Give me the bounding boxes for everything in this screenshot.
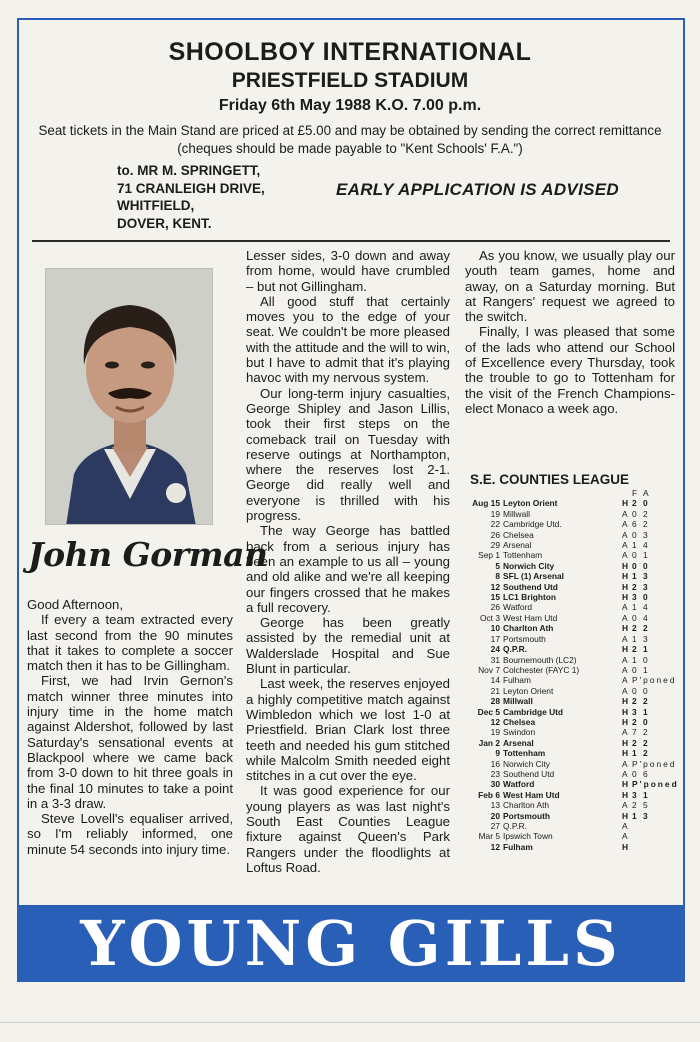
fixture-team: Arsenal (503, 540, 532, 551)
fixture-team: Ipswich Town (503, 831, 553, 842)
fixture-row (462, 769, 679, 779)
fixture-venue: A (622, 529, 628, 540)
fixture-date: 12 (490, 581, 500, 592)
fixture-score: P'poned (632, 758, 677, 769)
fixture-row (462, 571, 679, 581)
fixture-venue: H (622, 696, 629, 707)
fixture-score (632, 821, 679, 831)
fixture-team: Chelsea (503, 529, 534, 540)
fixture-date: 15 (490, 592, 500, 603)
fixture-row (462, 655, 679, 665)
fixture-date: Dec 5 (477, 706, 500, 717)
fixture-row (462, 602, 679, 612)
fixture-date: 26 (490, 529, 500, 540)
fixture-venue: A (622, 800, 628, 811)
article-paragraph: It was good experience for our young players as was last night's South East Counties League fixture against Queen's Park Rangers under the floodlights at Loftus Road. (246, 783, 450, 875)
fixture-date: 24 (490, 644, 500, 655)
fixture-score: 1 2 (632, 748, 650, 759)
fixture-date: 26 (490, 602, 500, 613)
article-paragraph: First, we had Irvin Gernon's match winner three minutes into injury time in the home match against Aldershot, followed by last Saturday's sensational events at Blackpool where we came back from 3-0 down to hit three goals in the final 10 minutes to take a point in a 3-3 draw. (27, 673, 233, 811)
fixture-venue: A (622, 654, 628, 665)
fixture-row (462, 613, 679, 623)
fixture-date: Feb 6 (478, 789, 500, 800)
fixture-score: 3 1 (632, 706, 650, 717)
fixture-score: 6 2 (632, 519, 650, 530)
fixture-venue: H (622, 779, 629, 790)
fixture-team: Fulham (503, 841, 533, 852)
fixture-date: 14 (490, 675, 500, 686)
fixture-row (462, 727, 679, 737)
address-line: to. MR M. SPRINGETT, (117, 163, 261, 178)
fixture-venue: H (622, 716, 629, 727)
fixture-venue: A (622, 633, 628, 644)
fixture-score: 0 0 (632, 685, 650, 696)
fixture-row (462, 623, 679, 633)
fixture-venue: A (622, 727, 628, 738)
fixture-team: Leyton Orient (503, 498, 558, 509)
article-paragraph: Steve Lovell's equaliser arrived, so I'm reliably informed, one minute 54 seconds into injury time. (27, 811, 233, 857)
fixture-venue: H (622, 789, 629, 800)
fixture-score: 7 2 (632, 727, 650, 738)
fixture-row (462, 748, 679, 758)
fixture-date: 13 (490, 800, 500, 811)
fixture-score: 0 1 (632, 550, 650, 561)
fixture-venue: H (622, 592, 629, 603)
fixture-row (462, 842, 679, 852)
fixture-date: 23 (490, 768, 500, 779)
fixture-venue: A (622, 664, 628, 675)
fixture-date: 12 (490, 841, 500, 852)
league-title: S.E. COUNTIES LEAGUE (470, 472, 630, 487)
fixture-date: 16 (490, 758, 500, 769)
fixture-venue: A (622, 508, 628, 519)
fixture-date: Jan 2 (478, 737, 500, 748)
portrait-illustration (46, 269, 213, 525)
fixture-team: Watford (503, 602, 533, 613)
fixture-score: 1 3 (632, 633, 650, 644)
fixture-row (462, 790, 679, 800)
fixture-score: 1 3 (632, 810, 650, 821)
fixture-row (462, 779, 679, 789)
fixture-row (462, 550, 679, 560)
league-results (462, 472, 682, 852)
fixture-row (462, 582, 679, 592)
header-date: Friday 6th May 1988 K.O. 7.00 p.m. (218, 97, 482, 114)
fixture-team: Bournemouth (LC2) (503, 654, 577, 665)
fixture-date: 30 (490, 779, 500, 790)
fixture-team: Q.P.R. (503, 644, 528, 655)
fixtures-header-row (462, 488, 679, 498)
fixture-team: Charlton Ath (503, 623, 554, 634)
fixture-score: 0 6 (632, 768, 650, 779)
fixture-date: Nov 7 (478, 664, 500, 675)
fixture-team: Charlton Ath (503, 800, 550, 811)
fixture-date: 21 (490, 685, 500, 696)
fixture-venue: A (622, 519, 628, 530)
fixture-venue: H (622, 748, 629, 759)
fixture-date: Sep 1 (478, 550, 500, 561)
fixture-score: 2 5 (632, 800, 650, 811)
fixture-date: Oct 3 (479, 612, 500, 623)
address-line: 71 CRANLEIGH DRIVE, (117, 180, 265, 196)
fixture-venue: H (622, 737, 629, 748)
early-application-notice: EARLY APPLICATION IS ADVISED (336, 180, 619, 199)
fixture-row (462, 561, 679, 571)
fixture-venue: A (622, 675, 628, 686)
fixture-venue: H (622, 581, 629, 592)
fixture-date: 20 (490, 810, 500, 821)
fixture-team: SFL (1) Arsenal (503, 571, 564, 582)
fixture-score: 2 0 (632, 716, 650, 727)
fixture-team: Watford (503, 779, 535, 790)
fixture-score: 2 1 (632, 644, 650, 655)
fixture-row (462, 831, 679, 841)
fixture-score: 2 2 (632, 737, 650, 748)
fixture-venue: A (622, 821, 628, 831)
fixture-venue: H (622, 571, 629, 582)
fixture-team: Southend Utd (503, 581, 558, 592)
fixture-venue: H (622, 706, 629, 717)
fixture-date: 10 (490, 623, 500, 634)
fixture-team: West Ham Utd (503, 789, 560, 800)
fixture-venue: H (622, 623, 629, 634)
fixture-team: Cambridge Utd (503, 706, 564, 717)
fixture-row (462, 665, 679, 675)
fixture-score (632, 842, 679, 852)
fixture-row (462, 707, 679, 717)
fixture-date: 28 (490, 696, 500, 707)
fixture-score: 1 3 (632, 571, 650, 582)
fixture-venue: H (622, 560, 629, 571)
fixture-venue: H (622, 841, 629, 852)
article-paragraph: Our long-term injury casualties, George Shipley and Jason Lillis, took their first steps on the comeback trail on Tuesday with reserve outings at Northampton, where the reserves lost 2-1. George did really well and everyone is thrilled with his progress. (246, 385, 450, 524)
fixture-team: Portsmouth (503, 633, 546, 644)
fixture-venue: H (622, 498, 629, 509)
fixture-team: Leyton Orient (503, 685, 554, 696)
article-paragraph: George has been greatly assisted by the remedial unit at Walderslade Hospital and Sue Blunt in particular. (246, 615, 450, 677)
fixture-row (462, 498, 679, 508)
ticket-header (20, 38, 680, 158)
fixtures-table (462, 488, 679, 852)
fixture-venue: A (622, 602, 628, 613)
fixture-date: 8 (495, 571, 500, 582)
fixture-date: 19 (490, 508, 500, 519)
fixture-venue: H (622, 810, 629, 821)
fixture-venue: A (622, 831, 628, 842)
fixture-venue: A (622, 768, 628, 779)
article-paragraph: All good stuff that certainly moves you to the edge of your seat. We couldn't be more pleased with the attitude and the will to win, but I have to admit that it's playing havoc with my nervous system. (246, 293, 450, 386)
manager-photo (45, 268, 213, 525)
fixture-team: Norwich City (503, 560, 555, 571)
fixture-date: 29 (490, 540, 500, 551)
fixture-team: Millwall (503, 508, 530, 519)
fixture-team: Portsmouth (503, 810, 550, 821)
fixture-row (462, 686, 679, 696)
fixture-venue: A (622, 685, 628, 696)
fixture-date: 12 (490, 716, 500, 727)
fixture-score: 3 0 (632, 592, 650, 603)
fixture-score: 2 0 (632, 498, 650, 509)
fixture-venue: A (622, 612, 628, 623)
banner-title: YOUNG GILLS (80, 907, 622, 980)
fixture-date: Aug 15 (472, 498, 500, 509)
fixture-score: 3 1 (632, 789, 650, 800)
fixture-row (462, 644, 679, 654)
fixture-date: 27 (490, 821, 500, 831)
fixture-score: 0 0 (632, 560, 650, 571)
manager-signature: John Gorman (28, 535, 268, 574)
fixture-score: 2 2 (632, 696, 650, 707)
fixture-team: Cambridge Utd. (503, 519, 562, 530)
fixture-row (462, 509, 679, 519)
fixture-date: 19 (490, 727, 500, 738)
postal-address (117, 162, 265, 232)
young-gills-banner (17, 905, 685, 982)
fixture-score: P'poned (632, 675, 677, 686)
fixture-row (462, 821, 679, 831)
fixture-row (462, 717, 679, 727)
fixture-score: 0 3 (632, 529, 650, 540)
fixture-team: Chelsea (503, 716, 536, 727)
fixture-team: West Ham Utd (503, 612, 558, 623)
fixture-row (462, 675, 679, 685)
fixture-row (462, 696, 679, 706)
page-edge (0, 1022, 700, 1023)
article-column-3 (465, 248, 675, 416)
article-column-1 (27, 597, 233, 857)
fixture-venue: A (622, 758, 628, 769)
fixture-row (462, 592, 679, 602)
fixture-team: LC1 Brighton (503, 592, 557, 603)
fixture-team: Colchester (FAYC 1) (503, 664, 580, 675)
fixture-score: 1 4 (632, 602, 650, 613)
fixture-score: P'poned (632, 779, 679, 790)
fixture-venue: H (622, 644, 629, 655)
article-paragraph: If every a team extracted every last second from the 90 minutes that it takes to complete a soccer match then it has to be Gillingham. (27, 612, 233, 674)
fixture-team: Fulham (503, 675, 531, 686)
fixture-venue: A (622, 540, 628, 551)
fixture-date: 31 (490, 654, 500, 665)
article-paragraph: Finally, I was pleased that some of the lads who attend our School of Excellence every Thursday, took the trouble to go to Tottenham for the visit of the French Champions-elect Monaco a week ago. (465, 324, 675, 416)
fixture-row (462, 811, 679, 821)
fixture-date: 5 (495, 560, 500, 571)
fixture-row (462, 540, 679, 550)
fixture-row (462, 519, 679, 529)
fixture-score: 2 3 (632, 581, 650, 592)
score-header: F A (632, 488, 651, 498)
fixture-team: Tottenham (503, 550, 543, 561)
fixture-team: Tottenham (503, 748, 546, 759)
fixture-score: 0 2 (632, 508, 650, 519)
article-paragraph: Good Afternoon, (27, 597, 124, 612)
fixture-venue: A (622, 550, 628, 561)
fixture-score: 1 4 (632, 540, 650, 551)
fixture-team: Norwich City (503, 758, 550, 769)
fixture-date: Mar 5 (478, 831, 500, 842)
article-column-2 (246, 248, 450, 875)
fixture-date: 17 (490, 633, 500, 644)
article-paragraph: As you know, we usually play our youth team games, home and away, on a Saturday morning. But at Rangers' request we agreed to the switch. (465, 248, 675, 325)
ticket-info: Seat tickets in the Main Stand are priced at £5.00 and may be obtained by sending the correct remittance (cheques should be made payable to "Kent Schools' F.A.") (38, 123, 662, 156)
fixture-team: Southend Utd (503, 768, 555, 779)
article-paragraph: Last week, the reserves enjoyed a highly competitive match against Wimbledon which we lost 1-0 at Priestfield. Brian Clark lost three teeth and needed his gum stitched while Malcolm Smith needed eight stitches in a cut over the eye. (246, 676, 450, 784)
fixture-score (632, 831, 679, 841)
header-title: SHOOLBOY INTERNATIONAL (168, 38, 532, 66)
fixture-date: 9 (495, 748, 500, 759)
fixture-team: Q.P.R. (503, 821, 528, 831)
address-line: WHITFIELD, (117, 198, 195, 213)
fixture-team: Arsenal (503, 737, 534, 748)
fixture-score: 0 4 (632, 612, 650, 623)
fixture-team: Millwall (503, 696, 533, 707)
article-paragraph: The way George has battled back from a serious injury has been an example to us all – young and old alike and we're all keeping our fingers crossed that he makes a full recovery. (246, 523, 450, 615)
fixture-score: 2 2 (632, 623, 650, 634)
fixture-row (462, 759, 679, 769)
address-line: DOVER, KENT. (117, 215, 212, 231)
fixture-score: 1 0 (632, 654, 650, 665)
fixture-row (462, 738, 679, 748)
fixture-score: 0 1 (632, 664, 650, 675)
fixture-row (462, 800, 679, 810)
fixture-row (462, 530, 679, 540)
article-paragraph: Lesser sides, 3-0 down and away from home, would have crumbled – but not Gillingham. (246, 248, 450, 294)
fixture-date: 22 (490, 519, 500, 530)
section-divider (32, 240, 670, 242)
fixture-row (462, 634, 679, 644)
fixture-team: Swindon (503, 727, 536, 738)
header-venue: PRIESTFIELD STADIUM (231, 69, 469, 92)
